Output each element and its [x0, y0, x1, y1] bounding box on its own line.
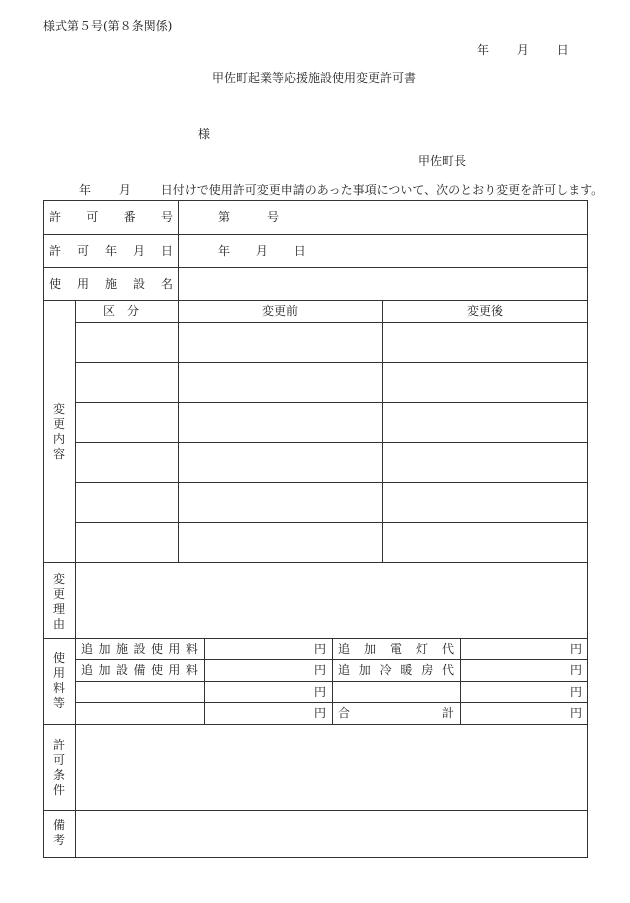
permit-number-prefix: 第: [218, 210, 231, 224]
remarks-label: 備考: [52, 818, 65, 847]
label-char: 料: [185, 663, 198, 677]
additional-electricity-label: [338, 643, 454, 655]
label-char: 設: [133, 642, 146, 656]
label-char: 料: [185, 642, 198, 656]
row-divider: [43, 810, 588, 811]
label-char: 設: [115, 663, 128, 677]
permit-date-label: [49, 245, 173, 257]
yen-unit: 円: [313, 642, 326, 656]
label-char: 施: [104, 277, 117, 291]
label-char: 房: [421, 663, 434, 677]
row-divider: [43, 562, 588, 563]
fee-column-divider: [460, 638, 461, 724]
fee-column-divider: [332, 638, 333, 724]
left-label-column-divider: [75, 300, 76, 858]
label-char: 許: [49, 244, 62, 258]
label-char: 備: [133, 663, 146, 677]
body-year: 年: [79, 183, 92, 197]
label-char: 加: [363, 642, 376, 656]
yen-unit: 円: [313, 706, 326, 720]
label-char: 許: [49, 210, 62, 224]
label-char: 名: [160, 277, 173, 291]
facility-name-label: [49, 278, 173, 290]
addressee-suffix: 様: [198, 127, 211, 141]
label-char: 用: [168, 663, 181, 677]
fees-label: 使用料等: [52, 651, 65, 710]
after-header: 変更後: [467, 304, 504, 318]
label-char: 灯: [415, 642, 428, 656]
yen-unit: 円: [313, 663, 326, 677]
label-char: 計: [441, 706, 454, 720]
change-column-divider: [382, 300, 383, 562]
date-day: 日: [556, 43, 569, 57]
label-char: 月: [132, 244, 145, 258]
change-row-divider: [75, 362, 588, 363]
row-divider: [43, 724, 588, 725]
change-content-label: 変更内容: [52, 402, 65, 461]
label-char: 年: [104, 244, 117, 258]
label-char: 可: [86, 210, 99, 224]
label-char: 使: [49, 277, 62, 291]
body-month: 月: [118, 183, 131, 197]
yen-unit: 円: [569, 663, 582, 677]
label-char: 号: [160, 210, 173, 224]
document-title: 甲佐町起業等応援施設使用変更許可書: [212, 71, 417, 85]
date-year: 年: [477, 43, 490, 57]
change-row-divider: [75, 442, 588, 443]
label-char: 加: [98, 663, 111, 677]
label-char: 可: [76, 244, 89, 258]
label-char: 使: [150, 642, 163, 656]
label-char: 日: [160, 244, 173, 258]
additional-equipment-fee-label: [81, 664, 198, 676]
permit-table: [43, 200, 588, 858]
date-month: 月: [516, 43, 529, 57]
label-char: 使: [150, 663, 163, 677]
yen-unit: 円: [313, 685, 326, 699]
label-char: 代: [441, 663, 454, 677]
body-rest: 日付けで使用許可変更申請のあった事項について、次のとおり変更を許可します。: [160, 183, 604, 197]
change-row-divider: [75, 482, 588, 483]
before-header: 変更前: [262, 304, 299, 318]
yen-unit: 円: [569, 685, 582, 699]
label-char: 用: [76, 277, 89, 291]
label-char: 追: [81, 663, 94, 677]
permit-date-value: [218, 245, 306, 257]
label-char: 用: [168, 642, 181, 656]
change-column-divider: [178, 300, 179, 562]
form-number: 様式第５号(第８条関係): [43, 19, 173, 33]
additional-heating-cooling-label: [338, 664, 454, 676]
yen-unit: 円: [569, 642, 582, 656]
permit-date-year: 年: [218, 244, 231, 258]
label-char: 加: [358, 663, 371, 677]
label-char: 追: [338, 663, 351, 677]
permit-date-day: 日: [293, 244, 306, 258]
permit-number-suffix: 号: [267, 210, 280, 224]
row-divider: [43, 300, 588, 301]
label-char: 追: [81, 642, 94, 656]
yen-unit: 円: [569, 706, 582, 720]
change-row-divider: [75, 322, 588, 323]
total-label: [338, 707, 454, 719]
change-row-divider: [75, 522, 588, 523]
issuer-name: 甲佐町長: [418, 154, 467, 168]
permit-date-month: 月: [255, 244, 268, 258]
permit-number-label: [49, 211, 173, 223]
label-column-divider: [178, 200, 179, 300]
label-char: 設: [132, 277, 145, 291]
label-char: 冷: [379, 663, 392, 677]
row-divider: [43, 267, 588, 268]
label-char: 追: [338, 642, 351, 656]
label-char: 合: [338, 706, 351, 720]
permit-conditions-label: 許可条件: [52, 738, 65, 797]
label-char: 施: [115, 642, 128, 656]
category-header: 区 分: [103, 304, 140, 318]
label-char: 電: [389, 642, 402, 656]
fee-column-divider: [204, 638, 205, 724]
label-char: 代: [441, 642, 454, 656]
change-reason-label: 変更理由: [52, 572, 65, 631]
row-divider: [43, 234, 588, 235]
additional-facility-fee-label: [81, 643, 198, 655]
body-text: [79, 181, 603, 198]
label-char: 番: [123, 210, 136, 224]
date-line: [477, 41, 569, 58]
label-char: 暖: [400, 663, 413, 677]
label-char: 加: [98, 642, 111, 656]
change-row-divider: [75, 402, 588, 403]
row-divider: [43, 638, 588, 639]
